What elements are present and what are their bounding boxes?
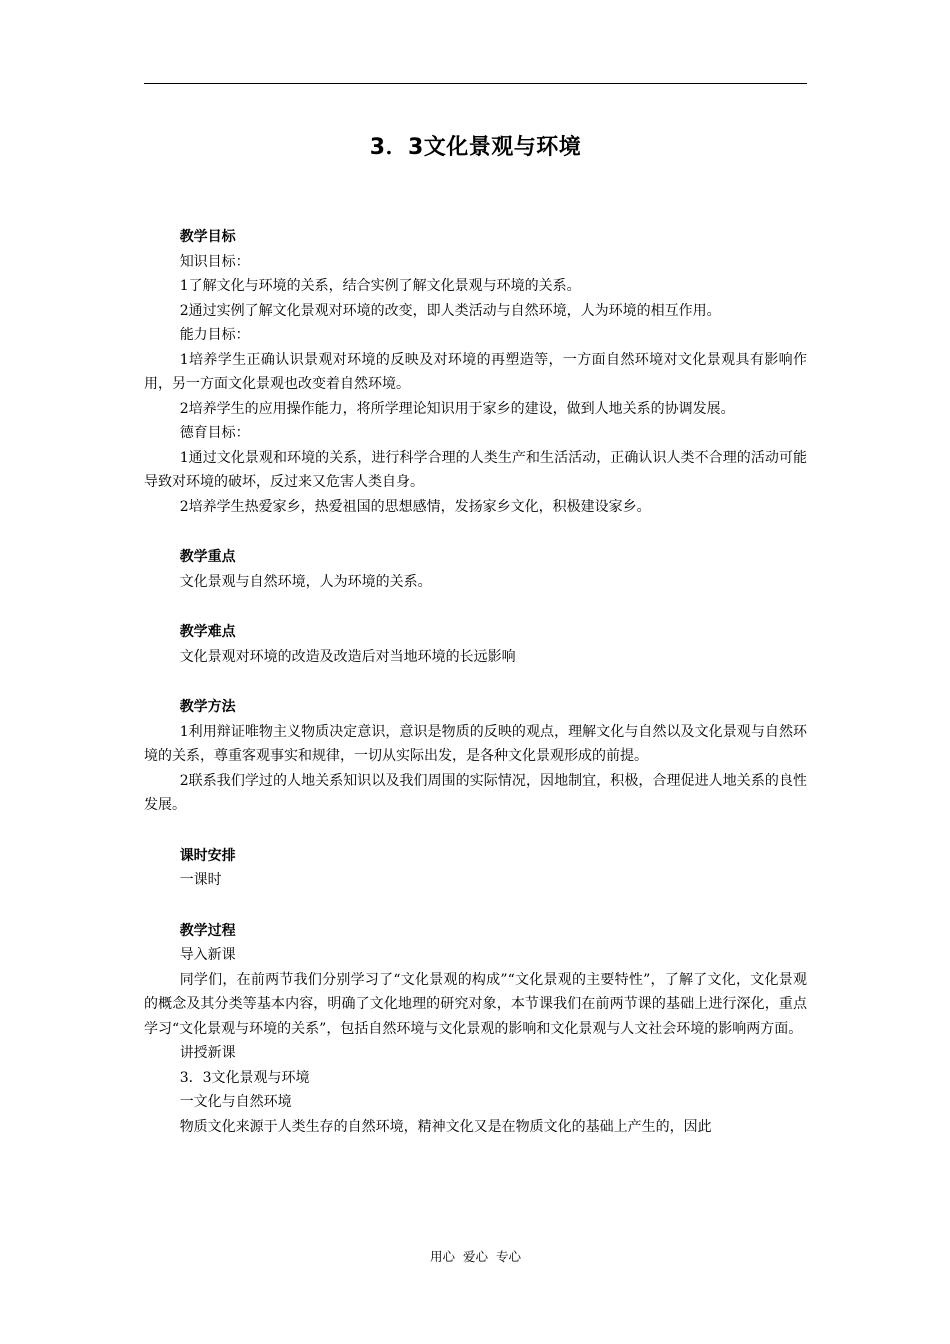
moral-goal-2: 2培养学生热爱家乡，热爱祖国的思想感情，发扬家乡文化，积极建设家乡。: [179, 498, 651, 515]
key-points-text: 文化景观与自然环境，人为环境的关系。: [179, 573, 432, 590]
section-spacer: [144, 519, 807, 545]
document-body: [144, 225, 807, 1139]
subsection-title-1: 一文化与自然环境: [179, 1094, 292, 1110]
section-heading-methods: 教学方法: [179, 699, 236, 715]
body-paragraph-1: 物质文化来源于人类生存的自然环境，精神文化又是在物质文化的基础上产生的，因此: [179, 1118, 712, 1135]
header-rule: [144, 83, 807, 84]
difficulties-text: 文化景观对环境的改造及改造后对当地环境的长远影响: [179, 648, 516, 665]
section-spacer: [144, 594, 807, 620]
method-1: 1利用辩证唯物主义物质决定意识，意识是物质的反映的观点，理解文化与自然以及文化景观与自然环境的关系，尊重客观事实和规律，一切从实际出发，是各种文化景观形成的前提。: [144, 723, 807, 764]
section-heading-difficulties: 教学难点: [179, 624, 236, 640]
page-footer: 用心 爱心 专心: [430, 1249, 521, 1264]
ability-goal-2: 2培养学生的应用操作能力，将所学理论知识用于家乡的建设，做到人地关系的协调发展。: [179, 400, 735, 417]
section-heading-goals: 教学目标: [179, 229, 236, 245]
intro-paragraph: 同学们，在前两节我们分别学习了“文化景观的构成”“文化景观的主要特性”，了解了文化，文化景观的概念及其分类等基本内容，明确了文化地理的研究对象，本节课我们在前两节课的基础上进行深化，重点学习“文化景观与环境的关系”，包括自然环境与文化景观的影响和文化景观与人文社会环境的影响两方面。: [144, 971, 807, 1037]
document-title: 3．3文化景观与环境: [369, 135, 582, 160]
section-heading-process: 教学过程: [179, 922, 236, 939]
moral-goals-label: 德育目标：: [179, 425, 250, 441]
intro-label: 导入新课: [179, 947, 236, 963]
section-spacer: [144, 893, 807, 919]
ability-goals-label: 能力目标：: [179, 327, 250, 343]
section-heading-key-points: 教学重点: [179, 549, 236, 565]
moral-goal-1: 1通过文化景观和环境的关系，进行科学合理的人类生产和生活活动，正确认识人类不合理的活动可能导致对环境的破坏，反过来又危害人类自身。: [144, 449, 807, 490]
knowledge-goals-label: 知识目标：: [179, 253, 250, 270]
section-spacer: [144, 669, 807, 695]
ability-goal-1: 1培养学生正确认识景观对环境的反映及对环境的再塑造等，一方面自然环境对文化景观具有影响作用，另一方面文化景观也改变着自然环境。: [144, 351, 807, 392]
schedule-text: 一课时: [179, 872, 222, 888]
section-spacer: [144, 818, 807, 844]
knowledge-goal-2: 2通过实例了解文化景观对环境的改变，即人类活动与自然环境，人为环境的相互作用。: [179, 302, 721, 319]
lecture-label: 讲授新课: [179, 1045, 236, 1061]
knowledge-goal-1: 1了解文化与环境的关系，结合实例了解文化景观与环境的关系。: [179, 278, 581, 294]
method-2: 2联系我们学过的人地关系知识以及我们周围的实际情况，因地制宜，积极，合理促进人地关系的良性发展。: [144, 772, 807, 813]
section-heading-schedule: 课时安排: [179, 847, 236, 864]
lesson-title: 3．3文化景观与环境: [179, 1069, 310, 1086]
